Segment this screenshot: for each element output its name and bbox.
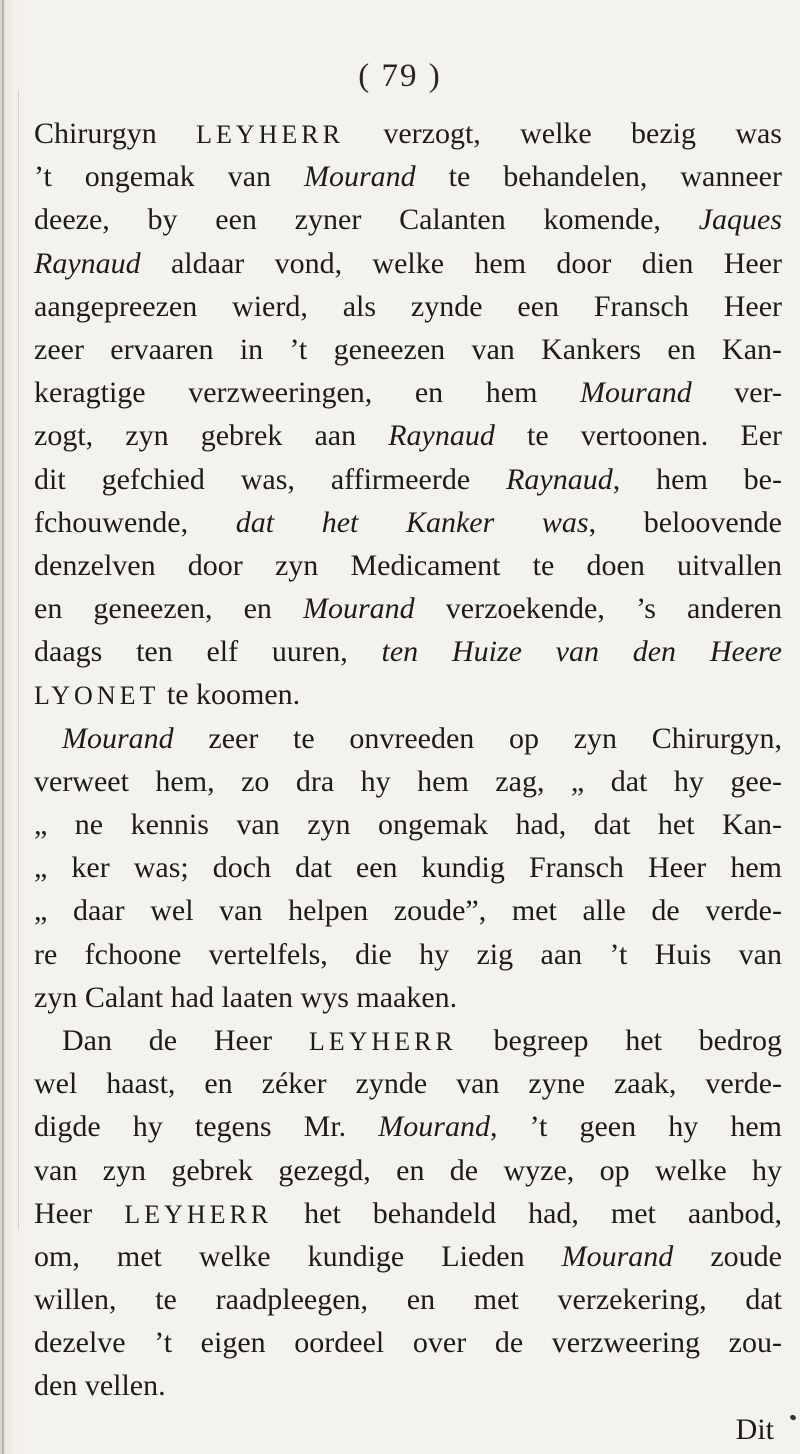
text-run: ver- <box>691 376 782 410</box>
text-line <box>34 112 782 155</box>
text-run: Chirurgyn <box>34 117 197 150</box>
text-run: re fchoone vertelfels, die hy zig aan ’t Huis van <box>34 937 782 971</box>
italic-run: Mourand <box>303 592 415 626</box>
text-line <box>34 501 782 544</box>
text-run: willen, te raadpleegen, en met verzekering, dat <box>34 1283 782 1317</box>
text-line <box>34 285 782 328</box>
text-line <box>34 458 782 501</box>
text-line <box>34 414 782 457</box>
text-line <box>34 803 782 846</box>
text-run: zeer te onvreeden op zyn Chirurgyn, <box>173 721 782 755</box>
text-line <box>34 976 782 1019</box>
text-run: , beloovende <box>588 505 782 539</box>
text-line <box>34 717 782 760</box>
text-run: het behandeld had, met aanbod, <box>272 1196 782 1230</box>
text-run: digde hy tegens Mr. <box>34 1110 379 1144</box>
text-run: om, met welke kundige Lieden <box>34 1239 562 1273</box>
text-line <box>34 846 782 889</box>
italic-run: Jaques <box>698 203 782 237</box>
text-line <box>34 1192 782 1235</box>
text-run: daags ten elf uuren, <box>34 635 382 669</box>
text-run: den vellen. <box>34 1369 166 1403</box>
text-line <box>34 544 782 587</box>
text-run: zyn Calant had laaten wys maaken. <box>34 980 458 1014</box>
italic-run: Mourand <box>304 160 416 194</box>
text-run: verzogt, welke bezig was <box>344 117 782 150</box>
text-run: te vertoonen. Eer <box>494 419 782 453</box>
text-line <box>34 630 782 673</box>
text-line <box>34 1149 782 1192</box>
text-run: , ’t geen hy hem <box>489 1110 782 1144</box>
italic-run: Mourand <box>62 721 174 755</box>
text-run: ’t ongemak van <box>34 160 305 194</box>
italic-run: Raynaud <box>506 462 613 496</box>
text-line <box>34 1105 782 1148</box>
italic-run: Mourand <box>561 1239 674 1273</box>
italic-run: dat het Kanker was <box>235 505 589 539</box>
small-caps-name: LEYHERR <box>308 1026 457 1056</box>
small-caps-name: LEYHERR <box>124 1199 273 1229</box>
text-line <box>34 1364 782 1407</box>
text-run: Heer <box>34 1196 125 1230</box>
text-run: te koomen. <box>159 678 301 712</box>
text-line <box>34 328 782 371</box>
page-number-header: ( 79 ) <box>358 58 442 94</box>
italic-run: Mourand <box>580 376 692 410</box>
body-text <box>34 112 782 1451</box>
italic-run: Raynaud <box>388 419 495 453</box>
italic-run: Raynaud <box>34 246 141 280</box>
text-run: „ ker was; doch dat een kundig Fransch Heer hem <box>34 851 782 885</box>
text-line <box>34 760 782 803</box>
italic-run: Mourand <box>378 1110 490 1144</box>
text-run: verzoekende, ’s anderen <box>414 592 782 626</box>
text-run: aldaar vond, welke hem door dien Heer <box>140 246 782 280</box>
text-run: begreep het bedrog <box>456 1023 782 1057</box>
small-caps-name: LYONET <box>34 681 160 711</box>
italic-run: ten Huize van den Heere <box>381 635 782 669</box>
text-line <box>34 1062 782 1105</box>
text-run: dezelve ’t eigen oordeel over de verzweering zou- <box>34 1326 782 1360</box>
text-run: zeer ervaaren in ’t geneezen van Kankers en Kan- <box>34 332 782 366</box>
catchword: Dit <box>735 1412 774 1446</box>
text-line <box>34 371 782 414</box>
text-run: fchouwende, <box>34 505 236 539</box>
text-line <box>34 673 782 716</box>
text-run: „ ne kennis van zyn ongemak had, dat het Kan- <box>34 808 782 841</box>
text-run: wel haast, en zéker zynde van zyne zaak, verde- <box>34 1067 782 1101</box>
text-run: verweet hem, zo dra hy hem zag, „ dat hy gee- <box>34 764 782 798</box>
text-line <box>34 889 782 932</box>
text-run: te behandelen, wanneer <box>415 160 782 194</box>
text-run: en geneezen, en <box>34 592 304 626</box>
ink-speck <box>789 1414 797 1421</box>
text-line <box>34 242 782 285</box>
text-run: aangepreezen wierd, als zynde een Fransch Heer <box>34 289 782 323</box>
text-line <box>34 1278 782 1321</box>
text-line <box>34 587 782 630</box>
text-line <box>34 198 782 241</box>
text-run: denzelven door zyn Medicament te doen uitvallen <box>34 548 782 582</box>
text-run: , hem be- <box>612 462 782 496</box>
text-run: keragtige verzweeringen, en hem <box>34 376 581 410</box>
text-line <box>34 155 782 198</box>
text-run: Dan de Heer <box>62 1023 309 1057</box>
page-gutter-edge <box>2 0 4 1454</box>
text-line <box>34 1321 782 1364</box>
text-line <box>34 1019 782 1062</box>
text-run: dit gefchied was, affirmeerde <box>34 462 507 496</box>
page-gutter-shadow <box>18 90 19 1230</box>
text-run: „ daar wel van helpen zoude”, met alle de verde- <box>34 894 782 928</box>
text-run: deeze, by een zyner Calanten komende, <box>34 203 699 237</box>
small-caps-name: LEYHERR <box>196 120 344 149</box>
text-line <box>34 1235 782 1278</box>
text-run: zogt, zyn gebrek aan <box>34 419 389 453</box>
text-run: zoude <box>673 1239 782 1273</box>
text-run: van zyn gebrek gezegd, en de wyze, op welke hy <box>34 1153 782 1187</box>
text-line <box>34 933 782 976</box>
